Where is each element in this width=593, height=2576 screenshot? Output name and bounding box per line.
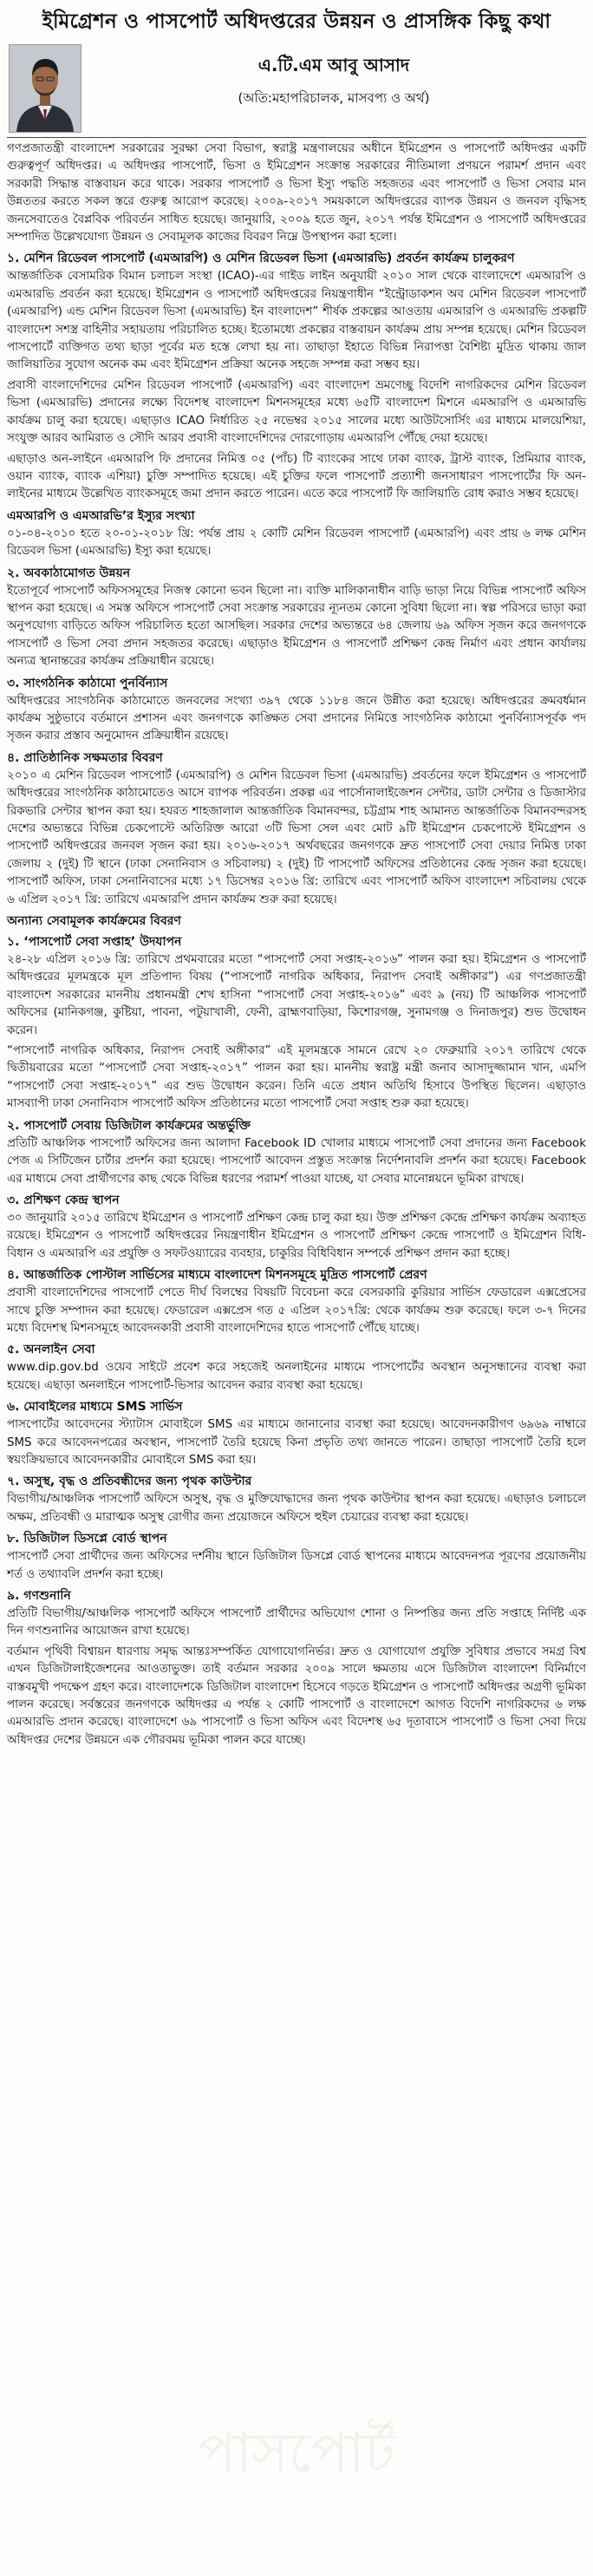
- article-title: ইমিগ্রেশন ও পাসপোর্ট অধিদপ্তরের উন্নয়ন ও প্রাসঙ্গিক কিছু কথা: [42, 10, 551, 33]
- section-heading: ৩. প্রশিক্ষণ কেন্দ্র স্থাপন: [7, 1193, 120, 1207]
- byline: [81, 44, 586, 110]
- divider: [7, 137, 586, 138]
- article-body: [7, 141, 586, 1749]
- section-heading: ৫. অনলাইন সেবা: [7, 1343, 95, 1357]
- section-paragraph: এছাড়াও অন-লাইনে এমআরপি ফি প্রদানের নিমিত্ত ০৫ (পাঁচ) টি ব্যাংকের সাথে ঢাকা ব্যাংক, ট্রাস্ট ব্যাংক, প্রিমিয়ার ব্যাংক, ওয়ান ব্যাংক, ব্যাংক এশিয়া) চুক্তি সম্পাদিত হয়েছে। এই চুক্তির ফলে পাসপোর্ট প্রত্যাশী জনসাধারণ পাসপোর্টের ফি অন-লাইনের মাধ্যমে উল্লেখিত ব্যাংকসমূহে জমা প্রদান করতে পারেন। এতে করে পাসপোর্ট ফি জালিয়াতি রোধ করাও সম্ভব হয়েছে।: [7, 452, 586, 501]
- section-heading: ২. অবকাঠামোগত উন্নয়ন: [7, 566, 131, 580]
- section-paragraph: প্রতিটি আঞ্চলিক পাসপোর্ট অফিসের জন্য আলাদা Facebook ID খোলার মাধ্যমে পাসপোর্ট সেবা প্রদানের জন্য Facebook পেজ এ সিটিজেন চার্টার প্রদর্শন করা হয়েছে। পাসপোর্ট আবেদন প্রস্তুত সংক্রান্ত নির্দেশনাবলি প্রদর্শন করা হয়েছে। Facebook এর মাধ্যমে সেবা প্রার্থীগণের কাছ থেকে বিভিন্ন ধরণের পরামর্শ পাওয়া যাচ্ছে, যা সেবার মানোন্নয়নে ভূমিকা রাখছে।: [7, 1136, 586, 1186]
- section-paragraph: বিভাগীয়/আঞ্চলিক পাসপোর্ট অফিসে অসুস্থ, বৃদ্ধ ও মুক্তিযোদ্ধাদের জন্য পৃথক কাউন্টার স্থাপন করা হয়েছে। এছাড়াও চলাচলে অক্ষম, প্রতিবন্ধী ও মারাত্মক অসুস্থ রোগীর জন্য প্রয়োজনে অফিসে হুইল চেয়ারের ব্যবস্থা করা হয়েছে।: [7, 1493, 586, 1524]
- section-paragraph: ২৪-২৮ এপ্রিল ২০১৬ খ্রি: তারিখে প্রথমবারের মতো “পাসপোর্ট সেবা সপ্তাহ-২০১৬” পালন করা হয়। ইমিগ্রেশন ও পাসপোর্ট অধিদপ্তরের মূলমন্ত্রকে মূল প্রতিপাদ্য বিষয় (“পাসপোর্ট নাগরিক অধিকার, নিরাপদ সেবাই অঙ্গীকার”) এর গণপ্রজাতন্ত্রী বাংলাদেশ সরকারের মাননীয় প্রধানমন্ত্রী শেখ হাসিনা “পাসপোর্ট সেবা সপ্তাহ-২০১৬” এবং ৯ (নয়) টি আঞ্চলিক পাসপোর্ট অফিসের (মানিকগঞ্জ, কুষ্টিয়া, পাবনা, পটুয়াখালী, ফেনী, ব্রাহ্মণবাড়িয়া, কিশোরগঞ্জ, সুনামগঞ্জ ও দিনাজপুর) শুভ উদ্বোধন করেন।: [7, 953, 586, 1037]
- section-heading: ৪. আন্তর্জাতিক পোস্টাল সার্ভিসের মাধ্যমে বাংলাদেশ মিশনসমূহে মুদ্রিত পাসপোর্ট প্রেরণ: [7, 1268, 427, 1283]
- section-heading: এমআরপি ও এমআরভি’র ইস্যুর সংখ্যা: [7, 508, 195, 523]
- author-portrait-icon: [10, 45, 81, 132]
- section-paragraph: “পাসপোর্ট নাগরিক অধিকার, নিরাপদ সেবাই অঙ্গীকার” এই মূলমন্ত্রকে সামনে রেখে ২০ ফেব্রুয়ারি ২০১৭ তারিখে থেকে দ্বিতীয়বারের মতো “পাসপোর্ট সেবা সপ্তাহ-২০১৭” পালন করা হয়। মাননীয় স্বরাষ্ট্র মন্ত্রী জনাব আসাদুজ্জামান খান, এমপি “পাসপোর্ট সেবা সপ্তাহ-২০১৭” এর শুভ উদ্বোধন করেন। তিনি এতে প্রধান অতিথি হিসাবে উপস্থিত ছিলেন। এছাড়াও মাসব্যাপী ঢাকা সেনানিবাস পাসপোর্ট অফিস প্রতিষ্ঠানের মতো পাসপোর্ট সেবা সপ্তাহ শুরু করা হয়েছে।: [7, 1044, 586, 1111]
- section-heading: ৭. অসুস্থ, বৃদ্ধ ও প্রতিবন্ধীদের জন্য পৃথক কাউন্টার: [7, 1474, 252, 1489]
- section-heading: ৩. সাংগঠনিক কাঠামো পুনর্বিন্যাস: [7, 676, 168, 690]
- section-heading: ১. মেশিন রিডেবল পাসপোর্ট (এমআরপি) ও মেশিন রিডেবল ভিসা (এমআরভি) প্রবর্তন কার্যক্রম চালুকরণ: [7, 252, 515, 266]
- section-paragraph: ২০১০ এ মেশিন রিডেবল পাসপোর্ট (এমআরপি) ও মেশিন রিডেবল ভিসা (এমআরভি) প্রবর্তনের ফলে ইমিগ্রেশন ও পাসপোর্ট অধিদপ্তরের সাংগঠনিক কাঠামোতেও আসে ব্যাপক পরিবর্তন। প্রকল্প এর পার্সোনালাইজেশন সেন্টার, ডাটা সেন্টার ও ডিজাস্টার রিকভারি সেন্টার স্থাপন করা হয়। হযরত শাহজালাল আন্তর্জাতিক বিমানবন্দর, চট্টগ্রাম শাহ আমানত আন্তর্জাতিক বিমানবন্দরসহ দেশের অভ্যন্তরে বিভিন্ন চেকপোস্টে অতিরিক্ত আরো ৩টি ভিসা সেল এবং মোট ৯টি ইমিগ্রেশন চেকপোস্টে ইমিগ্রেশন ও পাসপোর্ট অধিদপ্তরের জনবল সৃজন করা হয়। ২০১৬-২০১৭ অর্থবছরের জনগণকে দ্রুত পাসপোর্ট সেবা দেয়ার নিমিত্ত ঢাকা জেলায় ২ (দুই) টি স্থানে (ঢাকা সেনানিবাস ও সচিবালয়) ২ (দুই) টি পাসপোর্ট অফিসের প্রতিষ্ঠানের কেন্দ্র সৃজন করা হয়েছে। পাসপোর্ট অফিস, ঢাকা সেনানিবাসের মধ্যে ১৭ ডিসেম্বর ২০১৬ খ্রি: তারিখে এবং পাসপোর্ট অফিস বাংলাদেশ সচিবালয় থেকে ৬ এপ্রিল ২০১৭ খ্রি: তারিখে এমআরপি প্রদান কার্যক্রম শুরু করা হয়েছে।: [7, 768, 586, 906]
- intro-paragraph: গণপ্রজাতন্ত্রী বাংলাদেশ সরকারের সুরক্ষা সেবা বিভাগ, স্বরাষ্ট্র মন্ত্রণালয়ের অধীনে ইমিগ্রেশন ও পাসপোর্ট অধিদপ্তর একটি গুরুত্বপূর্ণ অধিদপ্তর। এ অধিদপ্তর পাসপোর্ট, ভিসা ও ইমিগ্রেশন সংক্রান্ত সরকারের নীতিমালা প্রণয়নে পরামর্শ প্রদান এবং সরকারী সিদ্ধান্ত বাস্তবায়ন করে থাকে। সরকার পাসপোর্ট ও ভিসা ইস্যু পদ্ধতি সহজতর এবং পাসপোর্ট ও ভিসা সেবার মান উন্নততর করতে সকল স্তরে গুরুত্ব আরোপ করেছে। ২০০৯-২০১৭ সময়কালে অধিদপ্তরের ব্যাপক উন্নয়ন ও জনবল বৃদ্ধিসহ জনসেবাতেও বৈপ্লবিক পরিবর্তন সাধিত হয়েছে। জানুয়ারি, ২০০৯ হতে জুন, ২০১৭ পর্যন্ত ইমিগ্রেশন ও পাসপোর্ট অধিদপ্তরের সম্পাদিত উল্লেখযোগ্য উন্নয়ন ও সেবামূলক কাজের বিবরণ নিম্নে উপস্থাপন করা হলো।: [7, 142, 586, 245]
- section-paragraph: প্রবাসী বাংলাদেশিদের মেশিন রিডেবল পাসপোর্ট (এমআরপি) এবং বাংলাদেশ ভ্রমণেচ্ছু বিদেশি নাগরিকদের মেশিন রিডেবল ভিসা (এমআরভি) প্রদানের লক্ষ্যে বিদেশস্থ বাংলাদেশ মিশনসমূহের মধ্যে ৬৫টি বাংলাদেশ মিশনে এমআরপি ও এমআরভি কার্যক্রম চালু করা হয়েছে। এছাড়াও ICAO নির্ধারিত ২৫ নভেম্বর ২০১৫ সালের মধ্যে আউটসোর্সিং এর মাধ্যমে মালয়েশিয়া, সংযুক্ত আরব আমিরাত ও সৌদি আরব প্রবাসী বাংলাদেশিদের দোরগোড়ায় এমআরপি পৌঁছে দেয়া হয়েছে।: [7, 378, 586, 446]
- section-heading: ৯. গণশুনানি: [7, 1589, 71, 1603]
- section-heading: ৪. প্রাতিষ্ঠানিক সক্ষমতার বিবরণ: [7, 750, 163, 765]
- section-paragraph: www.dip.gov.bd ওয়েব সাইটে প্রবেশ করে সহজেই অনলাইনের মাধ্যমে পাসপোর্টের অবস্থান অনুসন্ধানের ব্যবস্থা করা হয়েছে। এছাড়া অনলাইনে পাসপোর্ট-ভিসার আবেদন করার ব্যবস্থা করা হয়েছে।: [7, 1361, 586, 1392]
- section-paragraph: ০১-০৪-২০১০ হতে ২০-০১-২০১৮ খ্রি: পর্যন্ত প্রায় ২ কোটি মেশিন রিডেবল পাসপোর্ট (এমআরপি) এবং প্রায় ৬ লক্ষ মেশিন রিডেবল ভিসা (এমআরভি) ইস্যু করা হয়েছে।: [7, 526, 586, 559]
- section-heading: ১. ‘পাসপোর্ট সেবা সপ্তাহ’ উদযাপন: [7, 935, 182, 950]
- section-paragraph: আন্তর্জাতিক বেসামরিক বিমান চলাচল সংস্থা (ICAO)-এর গাইড লাইন অনুযায়ী ২০১০ সাল থেকে বাংলাদেশে এমআরপি ও এমআরভি প্রবর্তন করা হয়েছে। ইমিগ্রেশন ও পাসপোর্ট অধিদপ্তরের নিয়ন্ত্রণাধীন “ইন্ট্রোডাকশন অব মেশিন রিডেবল পাসপোর্ট (এমআরপি) এন্ড মেশিন রিডেবল ভিসা (এমআরভি) ইন বাংলাদেশ” শীর্ষক প্রকল্পের আওতায় এমআরপি ও এমআরভি প্রকল্পটি বাংলাদেশ সশস্ত্র বাহিনীর সহায়তায় পরিচালিত হচ্ছে। ইতোমধ্যে প্রকল্পের বাস্তবায়ন কার্যক্রম প্রায় সম্পন্ন হয়েছে। মেশিন রিডেবল পাসপোর্টে ব্যক্তিগত তথ্য ছাড়া পূর্বের মত হস্তে লেখা হয় না। তাছাড়া ইহাতে বিভিন্ন নিরাপত্তা বৈশিষ্ট্য মুদ্রিত থাকায় জাল জালিয়াতির সুযোগ অনেক কম এবং ইমিগ্রেশন প্রক্রিয়া অনেক সহজে সম্পন্ন করা সম্ভব হয়।: [7, 270, 586, 372]
- section-heading: ২. পাসপোর্ট সেবায় ডিজিটাল কার্যক্রমের অন্তর্ভুক্তি: [7, 1118, 251, 1133]
- section-paragraph: বর্তমান পৃথিবী বিশ্বায়ন ধারণায় সমৃদ্ধ আন্তঃসম্পর্কিত যোগাযোগনির্ভর। দ্রুত ও যোগাযোগ প্রযুক্তি সুবিধার প্রভাবে সমগ্র বিশ্ব এখন ডিজিটালাইজেশনের আওতাভুক্ত। তাই বর্তমান সরকার ২০০৯ সালে ক্ষমতায় এসে ডিজিটাল বাংলাদেশ বিনির্মাণে বাস্তবমুখী পদক্ষেপ গ্রহণ করে। বাংলাদেশকে ডিজিটাল বাংলাদেশ হিসেবে গড়তে ইমিগ্রেশন ও পাসপোর্ট অধিদপ্তর অগ্রণী ভূমিকা পালন করেছে। সর্বস্তরের জনগণকে অধিদপ্তর এ পর্যন্ত ২ কোটি পাসপোর্ট ও বাংলাদেশে আগত বিদেশি নাগরিকদের ৬ লক্ষ এমআরভি প্রদান করেছে। বাংলাদেশে ৬৯ পাসপোর্ট ও ভিসা অফিস এবং বিদেশস্থ ৬৫ দূতাবাসে পাসপোর্ট ও ভিসা সেবা দিয়ে অধিদপ্তর দেশের উন্নয়নে এক গৌরবময় ভূমিকা পালন করে যাচ্ছে।: [7, 1644, 586, 1747]
- section-paragraph: অধিদপ্তরের সাংগঠনিক কাঠামোতে জনবলের সংখ্যা ৩৯৭ থেকে ১১৮৪ জনে উন্নীত করা হয়েছে। অধিদপ্তরের ক্রমবর্ধমান কার্যক্রম সুষ্ঠুভাবে বর্তমানে প্রশাসন এবং জনগণকে কাঙ্ক্ষিত সেবা প্রদানের নিমিত্তে সাংগঠনিক কাঠামো পুনর্বিন্যাসপূর্বক পদ সৃজন করার প্রস্তাব অনুমোদন প্রক্রিয়াধীন রয়েছে।: [7, 694, 586, 743]
- section-heading: ৮. ডিজিটাল ডিসপ্লে বোর্ড স্থাপন: [7, 1532, 167, 1546]
- author-designation: (অতি:মহাপরিচালক, মাসবপ্য ও অর্থ): [238, 90, 430, 106]
- section-paragraph: পাসপোর্টের আবেদনের স্ট্যাটাস মোবাইলে SMS এর মাধ্যমে জানানোর ব্যবস্থা করা হয়েছে। আবেদনকারীগণ ৬৯৬৯ নাম্বারে SMS করে আবেদনপত্রের অবস্থান, পাসপোর্ট তৈরি হয়েছে কিনা প্রভৃতি তথ্য জানতে পারেন। তাছাড়া পাসপোর্ট তৈরি হলে স্বয়ংক্রিয়ভাবে আবেদনকারীর মোবাইলে SMS করা হয়।: [7, 1418, 586, 1467]
- section-paragraph: পাসপোর্ট সেবা প্রার্থীদের জন্য অফিসের দর্শনীয় স্থানে ডিজিটাল ডিসপ্লে বোর্ড স্থাপনের মাধ্যমে আবেদনপত্র পূরণের প্রয়োজনীয় শর্ত ও তথ্যাবলি প্রদর্শন করা হচ্ছে।: [7, 1550, 586, 1581]
- section-heading: অন্যান্য সেবামূলক কার্যক্রমের বিবরণ: [7, 914, 181, 929]
- article-header: [7, 44, 586, 134]
- section-paragraph: প্রবাসী বাংলাদেশিদের পাসপোর্ট পেতে দীর্ঘ বিলম্বের বিষয়টি বিবেচনা করে বেসরকারি কুরিয়ার সার্ভিস ফেডারেল এক্সপ্রেসের সাথে চুক্তি সম্পাদন করা হয়েছে। ফেডারেল এক্সপ্রেস গত ৫ এপ্রিল ২০১৭খ্রি: থেকে কার্যক্রম শুরু করেছে। ফলে ৩-৭ দিনের মধ্যে বিদেশস্থ মিশনসমূহে আবেদনকারী প্রবাসী বাংলাদেশিদের হাতে পাসপোর্ট পৌঁছে যাচ্ছে।: [7, 1286, 586, 1335]
- watermark: পাসপোর্ট: [198, 2422, 395, 2486]
- author-photo: [9, 44, 81, 133]
- author-name: এ.টি.এম আবু আসাদ: [257, 55, 410, 75]
- section-paragraph: ইতোপূর্বে পাসপোর্ট অফিসসমূহের নিজস্ব কোনো ভবন ছিলো না। ব্যক্তি মালিকানাধীন বাড়ি ভাড়া নিয়ে বিভিন্ন পাসপোর্ট অফিস স্থাপন করা হয়েছে। এ সমস্ত অফিসে পাসপোর্ট সেবা সংক্রান্ত সরকারের ন্যূনতম কোনো সুবিধা ছিলো না। স্বল্প পরিসরে ভাড়া করা অনুপযোগ্য বাড়িতে অফিস পরিচালিত হতো আসছিল। সরকার দেশের অভ্যন্তরে ৬৪ জেলায় ৬৯ অফিস সৃজন করে জনগণকে পাসপোর্ট ও ভিসা সেবা প্রদান সহজতর করেছে। এছাড়াও ইমিগ্রেশন ও পাসপোর্ট প্রশিক্ষণ কেন্দ্র নির্মাণ এবং প্রধান কার্যালয় অন্যত্র স্থানান্তরের কার্যক্রম প্রক্রিয়াধীন রয়েছে।: [7, 584, 586, 669]
- section-paragraph: প্রতিটি বিভাগীয়/আঞ্চলিক পাসপোর্ট অফিসে পাসপোর্ট প্রার্থীদের অভিযোগ শোনা ও নিষ্পত্তির জন্য প্রতি সপ্তাহে নির্দিষ্ট এক দিন গণশুনানির আয়োজন রাখা হয়েছে।: [7, 1607, 586, 1638]
- section-paragraph: ৩০ জানুয়ারি ২০১৫ তারিখে ইমিগ্রেশন ও পাসপোর্ট প্রশিক্ষণ কেন্দ্র চালু করা হয়। উক্ত প্রশিক্ষণ কেন্দ্রে প্রশিক্ষণ কার্যক্রম অব্যাহত রয়েছে। ইমিগ্রেশন ও পাসপোর্ট অধিদপ্তরের নিয়ন্ত্রণাধীন ইমিগ্রেশন ও পাসপোর্ট প্রশিক্ষণ কেন্দ্রে পাসপোর্ট ও ইমিগ্রেশন বিধি-বিধান ও এমআরপি এর প্রযুক্তি ও সফটওয়্যারের ব্যবহার, চাকুরির বিধিবিধান সম্পর্কে প্রশিক্ষণ প্রদান করা হচ্ছে।: [7, 1211, 586, 1260]
- section-heading: ৬. মোবাইলের মাধ্যমে SMS সার্ভিস: [7, 1400, 183, 1415]
